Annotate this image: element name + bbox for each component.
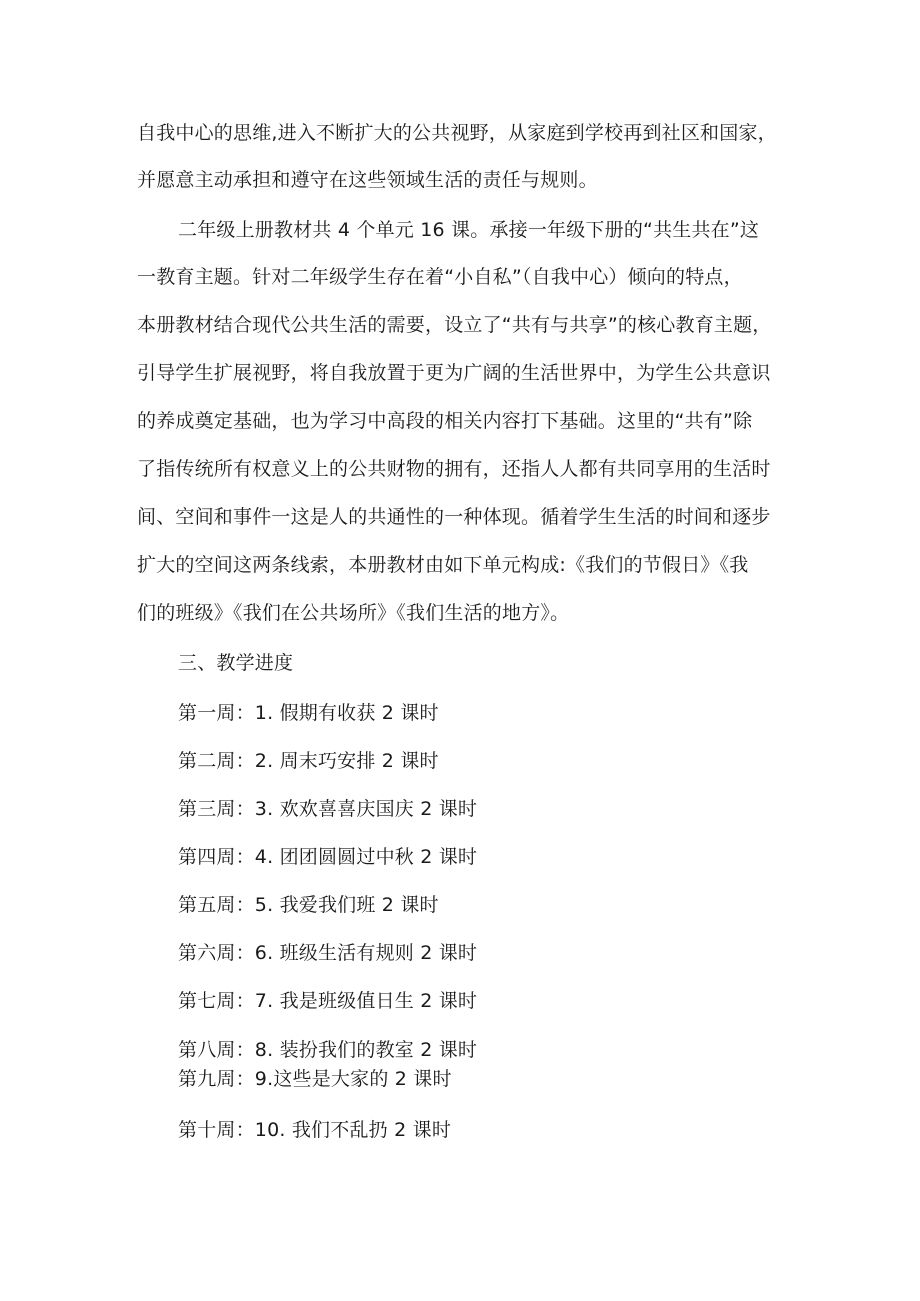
schedule-item-week-7: 第七周：7. 我是班级值日生 2 课时 bbox=[178, 990, 478, 1012]
paragraph-1-line-1: 自我中心的思维,进入不断扩大的公共视野，从家庭到学校再到社区和国家， bbox=[137, 122, 777, 144]
schedule-item-week-6: 第六周：6. 班级生活有规则 2 课时 bbox=[178, 942, 478, 964]
schedule-item-week-4: 第四周：4. 团团圆圆过中秋 2 课时 bbox=[178, 846, 478, 868]
paragraph-2-line-8: 扩大的空间这两条线索，本册教材由如下单元构成:《我们的节假日》《我 bbox=[137, 554, 749, 576]
paragraph-2-line-4: 引导学生扩展视野，将自我放置于更为广阔的生活世界中，为学生公共意识 bbox=[137, 362, 771, 384]
paragraph-1-line-2: 并愿意主动承担和遵守在这些领域生活的责任与规则。 bbox=[137, 169, 598, 191]
paragraph-2-line-6: 了指传统所有权意义上的公共财物的拥有，还指人人都有共同享用的生活时 bbox=[137, 458, 771, 480]
schedule-item-week-1: 第一周：1. 假期有收获 2 课时 bbox=[178, 702, 439, 724]
paragraph-2-line-1: 二年级上册教材共 4 个单元 16 课。承接一年级下册的“共生共在”这 bbox=[178, 219, 760, 241]
paragraph-2-line-3: 本册教材结合现代公共生活的需要，设立了“共有与共享”的核心教育主题， bbox=[137, 314, 772, 336]
paragraph-2-line-5: 的养成奠定基础，也为学习中高段的相关内容打下基础。这里的“共有”除 bbox=[137, 410, 753, 432]
schedule-item-week-2: 第二周：2. 周末巧安排 2 课时 bbox=[178, 750, 439, 772]
schedule-item-week-5: 第五周：5. 我爱我们班 2 课时 bbox=[178, 894, 439, 916]
paragraph-2-line-9: 们的班级》《我们在公共场所》《我们生活的地方》。 bbox=[137, 602, 570, 624]
schedule-item-week-3: 第三周：3. 欢欢喜喜庆国庆 2 课时 bbox=[178, 798, 478, 820]
schedule-item-week-9: 第九周：9.这些是大家的 2 课时 bbox=[178, 1068, 452, 1090]
schedule-item-week-10: 第十周：10. 我们不乱扔 2 课时 bbox=[178, 1119, 452, 1141]
paragraph-2-line-2: 一教育主题。针对二年级学生存在着“小自私”（自我中心）倾向的特点， bbox=[137, 266, 743, 288]
schedule-item-week-8: 第八周：8. 装扮我们的教室 2 课时 bbox=[178, 1039, 478, 1061]
paragraph-2-line-7: 间、空间和事件一这是人的共通性的一种体现。循着学生生活的时间和逐步 bbox=[137, 506, 771, 528]
section-heading: 三、教学进度 bbox=[178, 652, 294, 674]
